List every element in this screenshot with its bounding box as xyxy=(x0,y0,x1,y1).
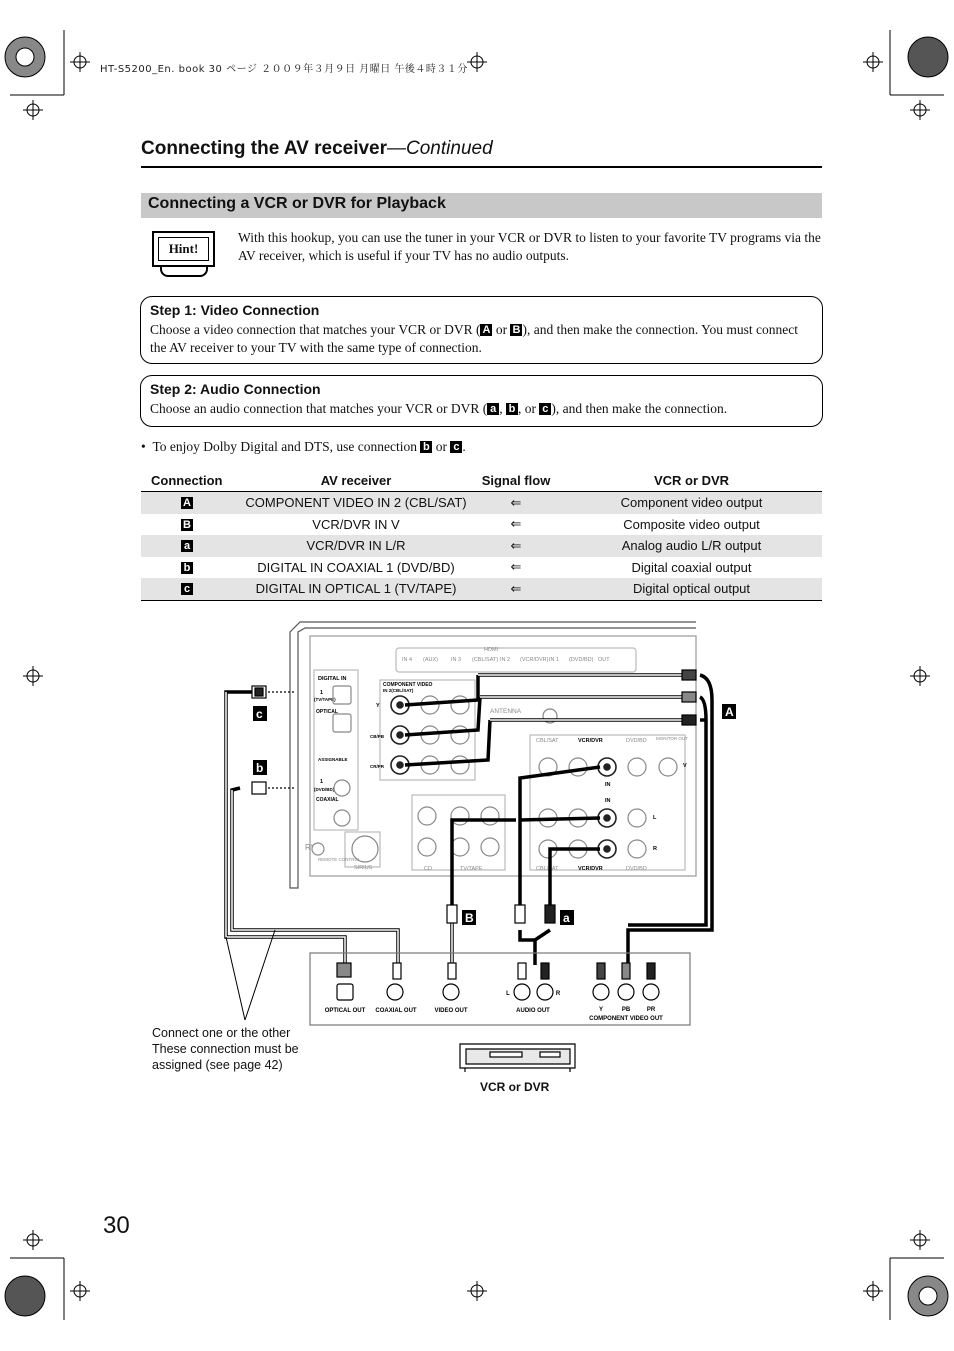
label-b: b xyxy=(506,403,518,415)
step2-text-d: ), and then make the connection. xyxy=(551,401,728,416)
page-title-continued: —Continued xyxy=(387,138,493,159)
hint-tv-icon xyxy=(152,231,215,267)
v-label: V xyxy=(683,763,687,769)
vcr-dvr-label-2: VCR/DVR xyxy=(578,866,603,872)
bullet-note xyxy=(141,439,466,455)
vcr-output-panel xyxy=(310,953,690,1025)
step2-text-b: , xyxy=(499,401,506,416)
coaxial-1: 1 xyxy=(320,779,324,785)
th-connection: Connection xyxy=(141,470,241,492)
cell-receiver: VCR/DVR IN V xyxy=(312,516,400,532)
sirius-label: SIRIUS xyxy=(354,865,373,871)
assignable-label: ASSIGNABLE xyxy=(318,757,348,762)
dev-optical-out: OPTICAL OUT xyxy=(324,1008,366,1014)
component-plugs xyxy=(682,670,696,725)
cb-label: CB/PB xyxy=(370,734,385,739)
section-title: Connecting a VCR or DVR for Playback xyxy=(148,195,446,212)
vcr-dvr-label: VCR/DVR xyxy=(578,738,603,744)
step2-text xyxy=(150,400,812,418)
row-label: B xyxy=(181,519,193,531)
optical-1: 1 xyxy=(320,690,324,696)
table-row xyxy=(141,557,822,579)
hdmi-out: OUT xyxy=(598,657,610,663)
hint-label: Hint! xyxy=(158,237,209,261)
component-video-label: COMPONENT VIDEO xyxy=(383,682,433,688)
row-label: c xyxy=(181,583,193,595)
table-row xyxy=(141,514,822,536)
vcr-device-icon xyxy=(460,1044,575,1072)
step2-box xyxy=(140,375,823,427)
label-B: B xyxy=(510,324,522,336)
th-av-receiver: AV receiver xyxy=(241,470,471,492)
cell-receiver: DIGITAL IN COAXIAL 1 (DVD/BD) xyxy=(257,559,455,575)
vcr-label: VCR or DVR xyxy=(480,1080,550,1094)
dev-pr: PR xyxy=(646,1007,656,1013)
dev-pb: PB xyxy=(621,1007,631,1013)
hint-tv-stand xyxy=(160,267,208,277)
r-label: R xyxy=(653,846,657,852)
hdmi-in1: IN 1 xyxy=(549,657,560,663)
hdmi-in4-sub: (AUX) xyxy=(423,657,438,663)
note-line1: Connect one or the other xyxy=(152,1026,291,1040)
bullet-text-a: To enjoy Dolby Digital and DTS, use connection xyxy=(152,439,421,454)
label-a: a xyxy=(487,403,499,415)
print-header: HT-S5200_En. book 30 ページ ２００９年３月９日 月曜日 午後４時３１分 xyxy=(100,64,468,75)
cell-receiver: VCR/DVR IN L/R xyxy=(241,535,471,557)
remote-control-label: REMOTE CONTROL xyxy=(318,857,361,862)
step2-text-c: , or xyxy=(517,401,540,416)
cell-device: Composite video output xyxy=(623,516,760,532)
th-vcr-dvr: VCR or DVR xyxy=(561,470,822,492)
diagram-label-c: c xyxy=(256,707,263,721)
hdmi-in2: IN 2 xyxy=(500,657,511,663)
cell-device: Digital coaxial output xyxy=(631,559,752,575)
y-label: Y xyxy=(376,703,380,709)
vcr-in-label: IN xyxy=(605,782,611,788)
cbl-sat-label: CBL/SAT xyxy=(536,738,559,744)
optical-1-sub: (TV/TAPE) xyxy=(314,697,336,702)
step1-box xyxy=(140,296,823,364)
cell-flow: ⇐ xyxy=(510,516,522,532)
diagram-label-b: b xyxy=(256,761,264,775)
cell-receiver: DIGITAL IN OPTICAL 1 (TV/TAPE) xyxy=(241,578,471,600)
coaxial-label: COAXIAL xyxy=(316,797,339,803)
note-text xyxy=(152,1025,299,1073)
hdmi-in3: IN 3 xyxy=(451,657,462,663)
bullet-text-c: . xyxy=(462,439,466,454)
cell-label xyxy=(141,514,241,536)
bullet-label-c: c xyxy=(450,441,462,453)
cell-flow: ⇐ xyxy=(471,535,561,557)
dev-audio-l: L xyxy=(506,991,510,997)
hdmi-in2-sub: (VCR/DVR) xyxy=(520,657,549,663)
step1-text xyxy=(150,321,812,357)
page-title-main: Connecting the AV receiver xyxy=(141,138,388,159)
label-c: c xyxy=(539,403,551,415)
table-row xyxy=(141,535,822,557)
cell-label xyxy=(141,535,241,557)
cell-device: Component video output xyxy=(561,492,822,514)
cell-label xyxy=(141,492,241,514)
step1-text-c: ), and then make the connection. You must connect the AV receiver to your TV with the same type of connection. xyxy=(150,322,799,355)
table-header-row xyxy=(141,470,822,492)
dvd-bd-label-2: DVD/BD xyxy=(626,866,647,872)
vcr-in-label-2: IN xyxy=(605,798,611,804)
connection-diagram xyxy=(0,600,954,1120)
dvd-bd-label: DVD/BD xyxy=(626,738,647,744)
coaxial-1-sub: (DVD/BD) xyxy=(314,787,335,792)
cr-label: CR/PR xyxy=(370,764,385,769)
dev-video-out: VIDEO OUT xyxy=(434,1008,468,1014)
bullet-label-b: b xyxy=(420,441,432,453)
bullet-dot: • xyxy=(141,439,153,454)
hdmi-in3-sub: (CBL/SAT) xyxy=(472,657,499,663)
diagram-label-a: a xyxy=(563,911,570,925)
note-pointers xyxy=(226,930,275,1020)
connection-table xyxy=(141,470,822,601)
dev-audio-out: AUDIO OUT xyxy=(516,1008,550,1014)
hdmi-label: HDMI xyxy=(484,647,499,653)
dev-coaxial-out: COAXIAL OUT xyxy=(375,1008,417,1014)
diagram-label-B: B xyxy=(465,911,474,925)
diagram-label-A: A xyxy=(725,705,734,719)
antenna-label: ANTENNA xyxy=(490,708,522,715)
dev-component-out: COMPONENT VIDEO OUT xyxy=(589,1016,663,1022)
cell-receiver: COMPONENT VIDEO IN 2 (CBL/SAT) xyxy=(241,492,471,514)
cell-flow: ⇐ xyxy=(510,559,522,575)
cell-label xyxy=(141,578,241,600)
th-signal-flow: Signal flow xyxy=(471,470,561,492)
cell-device: Digital optical output xyxy=(561,578,822,600)
l-label: L xyxy=(653,815,657,821)
step1-title: Step 1: Video Connection xyxy=(150,302,320,318)
page-number: 30 xyxy=(103,1212,130,1239)
component-in-label: IN 2(CBL/SAT) xyxy=(383,688,414,693)
page-title xyxy=(141,138,493,160)
label-A: A xyxy=(480,324,492,336)
tv-tape-label: TV/TAPE xyxy=(460,866,483,872)
row-label: b xyxy=(181,562,193,574)
title-rule xyxy=(141,166,822,168)
table-row xyxy=(141,578,822,600)
cbl-sat-label-2: CBL/SAT xyxy=(536,866,559,872)
step1-text-b: or xyxy=(492,322,511,337)
cell-flow: ⇐ xyxy=(471,492,561,514)
optical-label: OPTICAL xyxy=(316,709,338,715)
note-line3: assigned (see page 42) xyxy=(152,1058,283,1072)
hdmi-in1-sub: (DVD/BD) xyxy=(569,657,594,663)
note-line2: These connection must be xyxy=(152,1042,299,1056)
dev-y: Y xyxy=(598,1007,604,1013)
hdmi-in4: IN 4 xyxy=(402,657,413,663)
cell-flow: ⇐ xyxy=(471,578,561,600)
ri-label: RI xyxy=(305,843,313,852)
cell-label xyxy=(141,557,241,579)
step2-title: Step 2: Audio Connection xyxy=(150,381,321,397)
cell-device: Analog audio L/R output xyxy=(561,535,822,557)
monitor-out-label: MONITOR OUT xyxy=(656,736,688,741)
hint-text: With this hookup, you can use the tuner in your VCR or DVR to listen to your favorite TV programs via the AV receiver, which is useful if your TV has no audio outputs. xyxy=(238,230,821,263)
step2-text-a: Choose an audio connection that matches your VCR or DVR ( xyxy=(150,401,488,416)
step1-text-a: Choose a video connection that matches your VCR or DVR ( xyxy=(150,322,481,337)
digital-in-label: DIGITAL IN xyxy=(318,676,347,682)
dev-audio-r: R xyxy=(555,991,561,997)
row-label: a xyxy=(181,540,193,552)
table-row xyxy=(141,492,822,514)
bullet-text-b: or xyxy=(432,439,451,454)
cd-label: CD xyxy=(424,866,432,872)
row-label: A xyxy=(181,497,193,509)
